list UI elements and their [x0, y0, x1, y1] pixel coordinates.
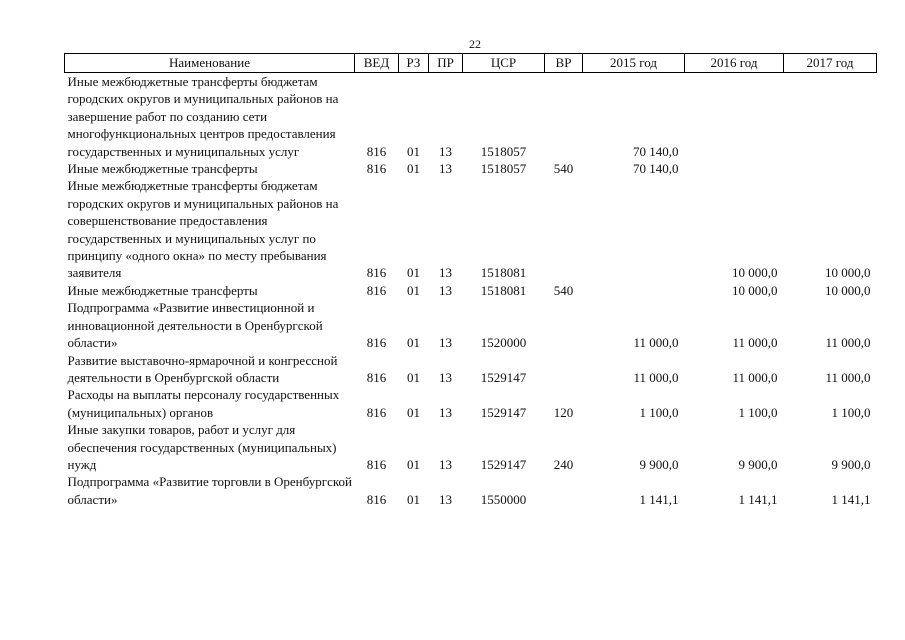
row-csr: 1550000 — [480, 491, 527, 507]
row-vr: 120 — [553, 404, 574, 420]
row-rz: 01 — [407, 161, 420, 177]
row-2015: 1 141,1 — [639, 491, 679, 507]
row-2017 — [784, 73, 877, 161]
row-rz: 01 — [407, 404, 420, 420]
row-rz: 01 — [407, 456, 420, 472]
header-ved: ВЕД — [355, 54, 399, 73]
row-ved: 816 — [366, 491, 387, 507]
row-name: Расходы на выплаты персоналу государственных (муниципальных) органов — [67, 387, 340, 420]
row-2015: 70 140,0 — [633, 161, 679, 177]
row-rz: 01 — [407, 369, 420, 385]
row-2017: 11 000,0 — [825, 335, 871, 351]
budget-table — [64, 53, 877, 508]
row-ved: 816 — [366, 265, 387, 281]
row-rz: 01 — [407, 335, 420, 351]
row-2016 — [685, 73, 784, 161]
row-ved: 816 — [366, 143, 387, 159]
row-2017: 10 000,0 — [825, 282, 871, 298]
row-2017: 10 000,0 — [825, 265, 871, 281]
table-row — [65, 299, 877, 351]
row-vr: 540 — [553, 161, 574, 177]
row-csr: 1518081 — [480, 265, 527, 281]
row-2016: 9 900,0 — [738, 456, 778, 472]
row-vr — [545, 73, 583, 161]
row-name: Иные закупки товаров, работ и услуг для обеспечения государственных (муниципальных) нужд — [67, 422, 337, 472]
table-row — [65, 177, 877, 281]
row-2017: 1 141,1 — [831, 491, 871, 507]
row-2017: 11 000,0 — [825, 369, 871, 385]
row-2015: 1 100,0 — [639, 404, 679, 420]
header-2016: 2016 год — [685, 54, 784, 73]
header-rz: РЗ — [399, 54, 429, 73]
row-ved: 816 — [366, 282, 387, 298]
row-pr: 13 — [439, 404, 452, 420]
row-name: Развитие выставочно-ярмарочной и конгрессной деятельности в Оренбургской области — [67, 352, 338, 385]
row-2017 — [784, 160, 877, 177]
row-pr: 13 — [439, 335, 452, 351]
row-vr — [545, 177, 583, 281]
row-vr: 540 — [553, 282, 574, 298]
row-csr: 1518057 — [480, 143, 527, 159]
table-row — [65, 421, 877, 473]
row-2016: 1 141,1 — [738, 491, 778, 507]
row-pr: 13 — [439, 282, 452, 298]
row-2017: 9 900,0 — [831, 456, 871, 472]
row-rz: 01 — [407, 265, 420, 281]
table-row — [65, 352, 877, 387]
table-header-row — [65, 54, 877, 73]
row-2015 — [583, 282, 685, 299]
row-2015 — [583, 177, 685, 281]
row-pr: 13 — [439, 456, 452, 472]
row-name: Подпрограмма «Развитие торговли в Оренбургской области» — [67, 474, 352, 507]
row-rz: 01 — [407, 282, 420, 298]
row-csr: 1518081 — [480, 282, 527, 298]
row-ved: 816 — [366, 161, 387, 177]
row-pr: 13 — [439, 143, 452, 159]
row-2016: 10 000,0 — [732, 282, 778, 298]
row-2016: 11 000,0 — [732, 335, 778, 351]
header-2017: 2017 год — [784, 54, 877, 73]
row-pr: 13 — [439, 265, 452, 281]
row-csr: 1529147 — [480, 456, 527, 472]
row-pr: 13 — [439, 491, 452, 507]
row-name: Подпрограмма «Развитие инвестиционной и инновационной деятельности в Оренбургской области» — [67, 300, 323, 351]
header-vr: ВР — [545, 54, 583, 73]
header-2015: 2015 год — [583, 54, 685, 73]
row-rz: 01 — [407, 143, 420, 159]
row-vr — [545, 473, 583, 508]
row-vr — [545, 352, 583, 387]
row-ved: 816 — [366, 335, 387, 351]
row-vr — [545, 299, 583, 351]
table-row — [65, 473, 877, 508]
row-vr: 240 — [553, 456, 574, 472]
row-2015: 11 000,0 — [633, 369, 679, 385]
row-ved: 816 — [366, 456, 387, 472]
row-name: Иные межбюджетные трансферты бюджетам городских округов и муниципальных районов на совершенствование предоставления государственных и муниципальных услуг по принципу «одного окна» по месту пребывания заявителя — [67, 178, 339, 281]
row-rz: 01 — [407, 491, 420, 507]
row-2016: 10 000,0 — [732, 265, 778, 281]
header-name: Наименование — [65, 54, 355, 73]
table-row — [65, 73, 877, 161]
row-csr: 1529147 — [480, 369, 527, 385]
row-name: Иные межбюджетные трансферты бюджетам городских округов и муниципальных районов на завершение работ по созданию сети многофункциональных центров предоставления государственных и муниципальных услуг — [67, 74, 339, 159]
row-2016: 11 000,0 — [732, 369, 778, 385]
row-pr: 13 — [439, 161, 452, 177]
row-csr: 1529147 — [480, 404, 527, 420]
row-2016: 1 100,0 — [738, 404, 778, 420]
row-2015: 9 900,0 — [639, 456, 679, 472]
row-ved: 816 — [366, 369, 387, 385]
header-csr: ЦСР — [463, 54, 545, 73]
table-row — [65, 160, 877, 177]
row-name: Иные межбюджетные трансферты — [67, 161, 258, 177]
row-2015: 11 000,0 — [633, 335, 679, 351]
row-2017: 1 100,0 — [831, 404, 871, 420]
row-ved: 816 — [366, 404, 387, 420]
table-row — [65, 386, 877, 421]
row-2016 — [685, 160, 784, 177]
table-row — [65, 282, 877, 299]
row-csr: 1518057 — [480, 161, 527, 177]
header-pr: ПР — [429, 54, 463, 73]
row-csr: 1520000 — [480, 335, 527, 351]
row-name: Иные межбюджетные трансферты — [67, 282, 258, 298]
row-pr: 13 — [439, 369, 452, 385]
page-number: 22 — [469, 37, 481, 51]
row-2015: 70 140,0 — [633, 143, 679, 159]
